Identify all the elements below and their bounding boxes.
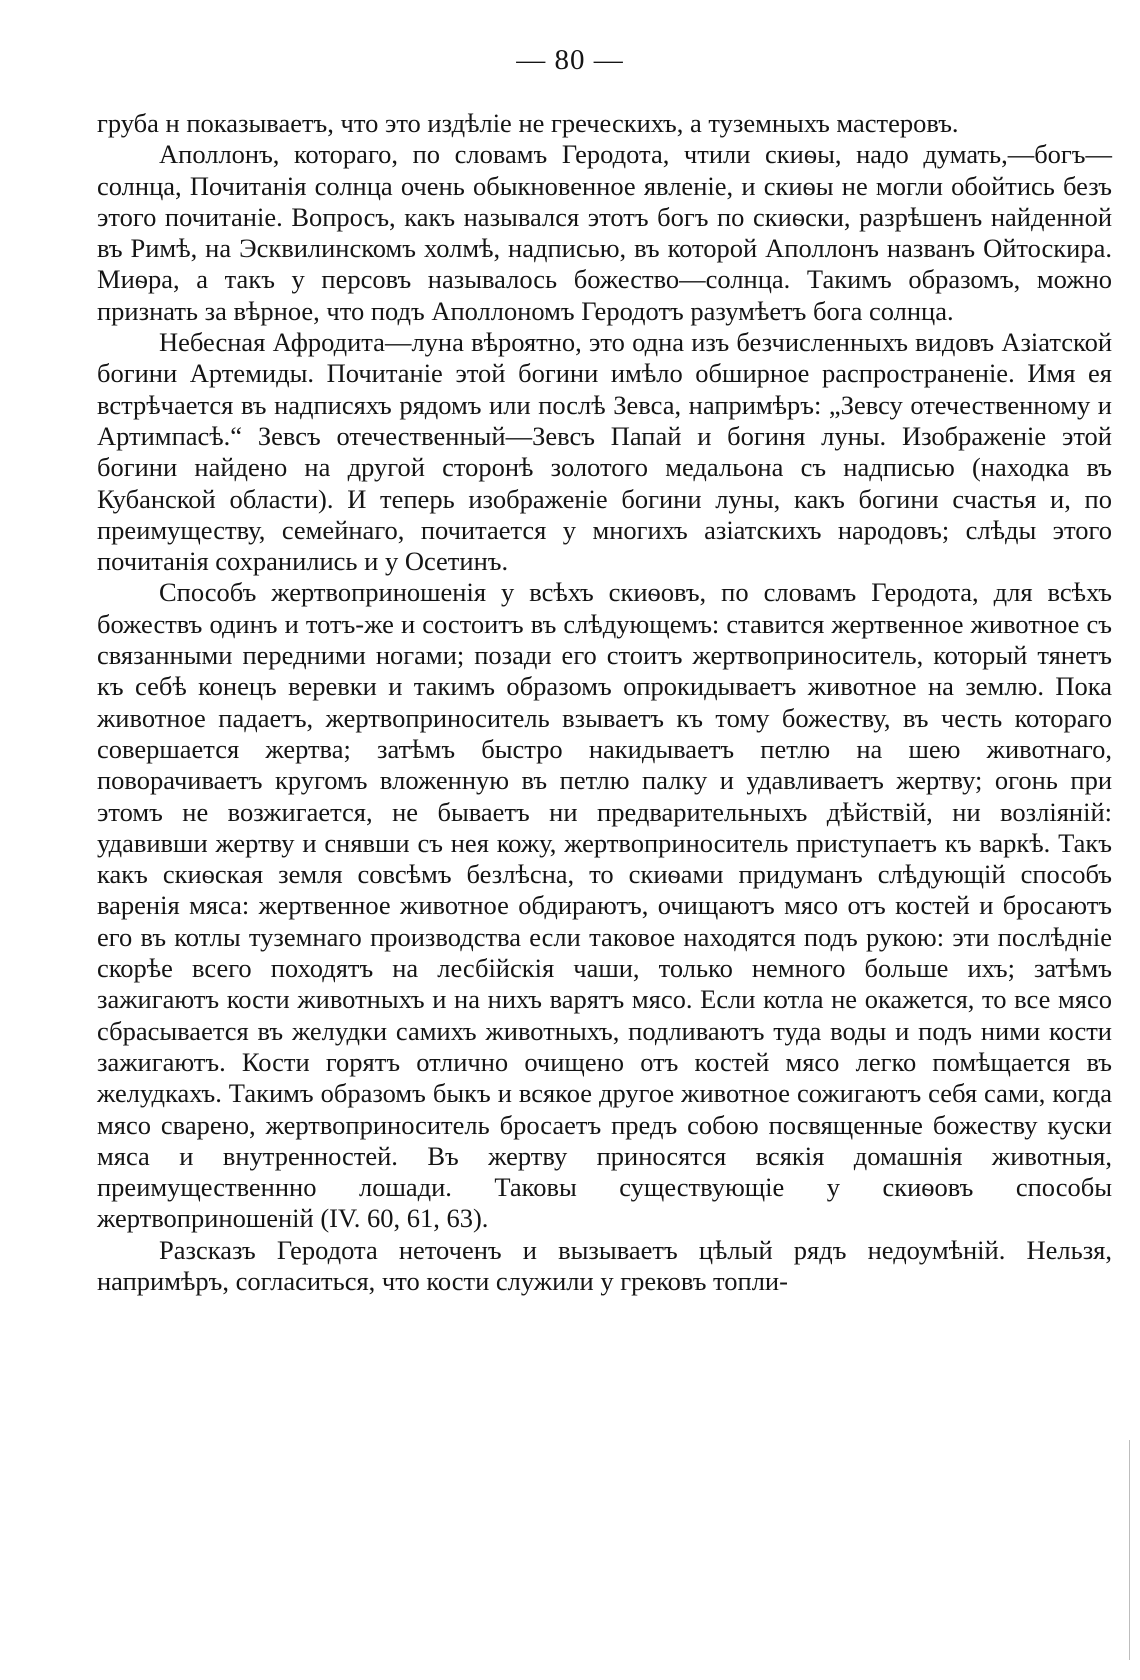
paragraph-herodotus-account: Разсказъ Геродота неточенъ и вызываетъ цѣлый рядъ недоумѣній. Нельзя, напримѣръ, согласиться, что кости служили у грековъ топли- (97, 1234, 1112, 1296)
paragraph-continuation: груба н показываетъ, что это издѣліе не греческихъ, а туземныхъ мастеровъ. (97, 108, 959, 138)
paragraph-sacrifice: Способъ жертвоприношенія у всѣхъ скиѳовъ, по словамъ Геродота, для всѣхъ божествъ одинъ и тотъ-же и состоитъ въ слѣдующемъ: ставится жертвенное животное съ связанными передними ногами; позади его стоитъ жертвоприноситель, который тянетъ къ себѣ конецъ веревки и такимъ образомъ опрокидываетъ животное на землю. Пока животное падаетъ, жертвоприноситель взываетъ къ тому божеству, въ честь котораго совершается жертва; затѣмъ быстро накидываетъ петлю на шею животнаго, поворачиваетъ кругомъ вложенную въ петлю палку и удавливаетъ жертву; огонь при этомъ не возжигается, не бываетъ ни предварительныхъ дѣйствій, ни возліяній: удавивши жертву и снявши съ нея кожу, жертвоприноситель приступаетъ къ варкѣ. Такъ какъ скиѳская земля совсѣмъ безлѣсна, то скиѳами придуманъ слѣдующій способъ варенія мяса: жертвенное животное обдираютъ, очищаютъ мясо отъ костей и бросаютъ его въ котлы туземнаго производства если таковое находятся подъ рукою: эти послѣдніе скорѣе всего походятъ на лесбійскія чаши, только немного больше ихъ; затѣмъ зажигаютъ кости животныхъ и на нихъ варятъ мясо. Если котла не окажется, то все мясо сбрасывается въ желудки самихъ животныхъ, подливаютъ туда воды и подъ ними кости зажигаютъ. Кости горятъ отлично очищено отъ костей мясо легко помѣщается въ желудкахъ. Такимъ образомъ быкъ и всякое другое животное сожигаютъ себя сами, когда мясо сварено, жертвоприноситель бросаетъ предъ собою посвященные божеству куски мяса и внутренностей. Въ жертву приносятся всякія домашнія животныя, преимущественнно лошади. Таковы существующіе у скиѳовъ способы жертвоприношеній (IV. 60, 61, 63). (97, 577, 1112, 1234)
body-text (97, 108, 1112, 1297)
paragraph-apollo: Аполлонъ, котораго, по словамъ Геродота, чтили скиѳы, надо думать,—богъ—солнца, Почитанія солнца очень обыкновенное явленіе, и скиѳы не могли обойтись безъ этого почитаніе. Вопросъ, какъ назывался этотъ богъ по скиѳски, разрѣшенъ найденной въ Римѣ, на Эсквилинскомъ холмѣ, надписью, въ которой Аполлонъ названъ Ойтоскира. Миѳра, а такъ у персовъ называлось божество—солнца. Такимъ образомъ, можно признать за вѣрное, что подъ Аполлономъ Геродотъ разумѣетъ бога солнца. (97, 139, 1112, 326)
page-number: — 80 — (516, 44, 624, 76)
paragraph-aphrodite: Небесная Афродита—луна вѣроятно, это одна изъ безчисленныхъ видовъ Азіатской богини Артемиды. Почитаніе этой богини имѣло обширное распространеніе. Имя ея встрѣчается въ надписяхъ рядомъ или послѣ Зевса, напримѣръ: „Зевсу отечественному и Артимпасѣ.“ Зевсъ отечественный—Зевсъ Папай и богиня луны. Изображеніе этой богини найдено на другой сторонѣ золотого медальона съ надписью (находка въ Кубанской области). И теперь изображеніе богини луны, какъ богини счастья и, по преимуществу, семейнаго, почитается у многихъ азіатскихъ народовъ; слѣды этого почитанія сохранились и у Осетинъ. (97, 327, 1112, 577)
right-edge-mark (1129, 1440, 1130, 1660)
